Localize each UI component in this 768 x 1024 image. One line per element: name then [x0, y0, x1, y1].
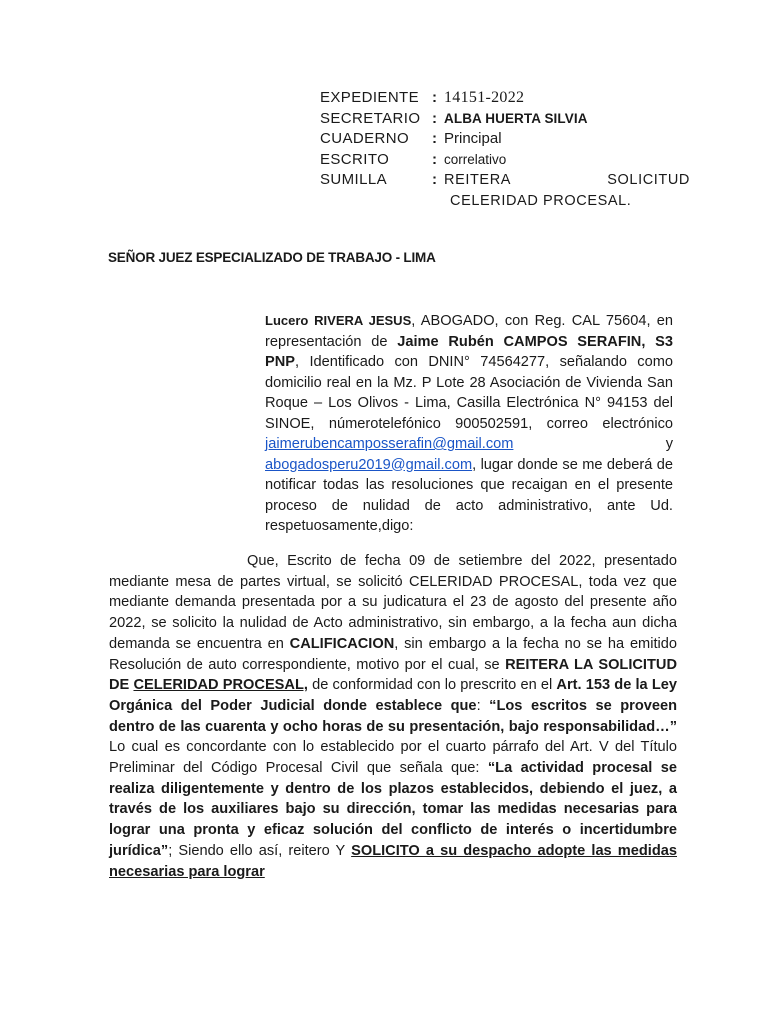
cuaderno-value: Principal	[444, 130, 502, 147]
addressee-heading: SEÑOR JUEZ ESPECIALIZADO DE TRABAJO - LIMA	[108, 250, 436, 265]
case-header	[320, 88, 690, 211]
body-text: , sin embargo a la fecha no se ha emitido Resolución de auto correspondiente, motivo por el cual, se	[109, 635, 677, 673]
colon: :	[432, 109, 437, 127]
sumilla-row	[320, 170, 690, 191]
body-bold-underlined: CELERIDAD PROCESAL,	[133, 677, 308, 694]
sumilla-continuation: CELERIDAD PROCESAL.	[450, 192, 632, 209]
client-name: Jaime Rubén CAMPOS SERAFIN, S3 PNP	[265, 333, 673, 370]
escrito-row	[320, 150, 690, 171]
secretario-value: ALBA HUERTA SILVIA	[444, 110, 588, 126]
body-text: ; Siendo ello así, reitero Y	[168, 842, 352, 859]
body-bold: CALIFICACION	[289, 635, 395, 652]
escrito-value: correlativo	[444, 151, 507, 167]
email-link-2[interactable]: abogadosperu2019@gmail.com	[265, 456, 473, 473]
colon: :	[432, 89, 437, 106]
intro-paragraph	[265, 311, 673, 537]
cuaderno-row	[320, 129, 690, 150]
quote-cpc: “La actividad procesal se realiza diligentemente y dentro de los plazos establecidos, debiendo el juez, a través de los auxiliares bajo su dirección, tomar las medidas necesarias para lograr una pronta y eficaz solución del conflicto de interés o incertidumbre jurídica”	[109, 760, 677, 859]
colon: :	[432, 150, 437, 168]
lawyer-name: Lucero RIVERA JESUS	[265, 313, 412, 328]
intro-text: y	[513, 436, 673, 452]
body-text: de conformidad con lo prescrito en el	[307, 677, 557, 694]
body-text: Que, Escrito de fecha 09 de setiembre del 2022, presentado mediante mesa de partes virtual, se solicitó CELERIDAD PROCESAL, toda vez que mediante demanda presentada por a su judicatura el 23 de agosto del presente año 2022, se solicito la nulidad de Acto administrativo, sin embargo, a la fecha aun dicha demanda se encuentra en	[109, 553, 677, 652]
intro-text: , Identificado con DNIN° 74564277, señalando como domicilio real en la Mz. P Lote 28 Asociación de Vivienda San Roque – Los Olivos - Lima, Casilla Electrónica N° 94153 del SINOE, númerotelefónico 900502591, correo electrónico	[265, 354, 673, 432]
secretario-row	[320, 109, 690, 130]
sumilla-label: SUMILLA	[320, 171, 387, 188]
body-bold-underlined: SOLICITO a su despacho adopte las medidas necesarias para lograr	[109, 842, 677, 880]
expediente-label: EXPEDIENTE	[320, 89, 420, 106]
expediente-row	[320, 88, 690, 109]
sumilla-word-1: REITERA	[444, 172, 512, 188]
body-bold: REITERA LA SOLICITUD DE	[109, 656, 677, 694]
quote-lopj: “Los escritos se proveen dentro de las cuarenta y ocho horas de su presentación, bajo responsabilidad…”	[109, 697, 678, 735]
expediente-value: 14151-2022	[444, 89, 525, 106]
colon: :	[432, 171, 437, 188]
secretario-label: SECRETARIO	[320, 109, 421, 127]
intro-text: , ABOGADO, con Reg. CAL 75604, en representación de	[265, 313, 673, 350]
body-paragraph	[109, 551, 677, 882]
escrito-label: ESCRITO	[320, 150, 390, 168]
body-text: Lo cual es concordante con lo establecido por el cuarto párrafo del Art. V del Título Preliminar del Código Procesal Civil que señala que:	[109, 739, 677, 777]
body-bold: Art. 153 de la Ley Orgánica del Poder Judicial donde establece que	[109, 677, 678, 714]
cuaderno-label: CUADERNO	[320, 130, 410, 147]
email-link-1[interactable]: jaimerubencamposserafin@gmail.com	[265, 436, 514, 452]
sumilla-word-2: SOLICITUD	[607, 172, 690, 188]
intro-text: , lugar donde se me deberá de notificar todas las resoluciones que recaigan en el presente proceso de nulidad de acto administrativo, ante Ud. respetuosamente,digo:	[265, 456, 673, 534]
sumilla-value	[444, 170, 690, 191]
body-text: :	[476, 697, 490, 714]
colon: :	[432, 130, 437, 147]
